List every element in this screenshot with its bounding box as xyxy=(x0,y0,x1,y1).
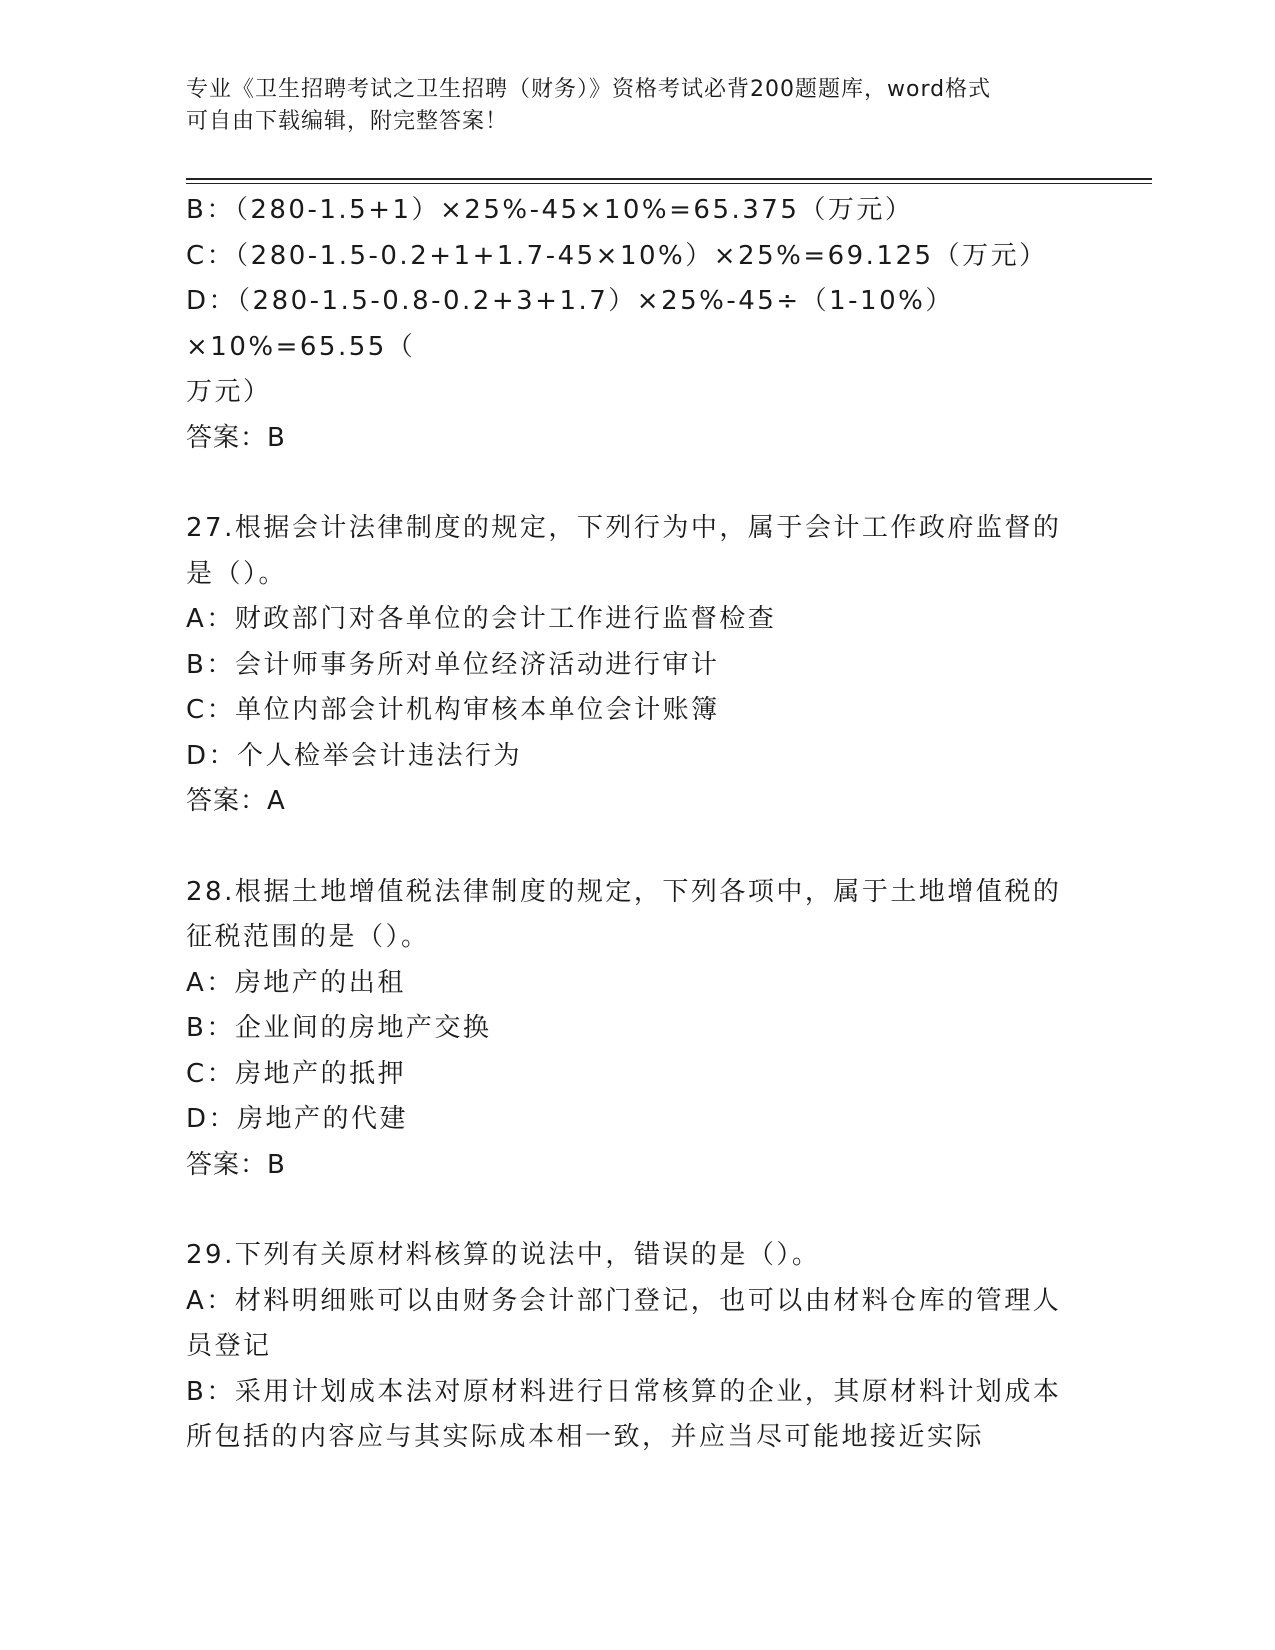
option-d-line-2: 万元） xyxy=(186,377,272,407)
spacer xyxy=(186,825,1086,870)
question-stem-line-1: 29.下列有关原材料核算的说法中，错误的是（）。 xyxy=(186,1240,821,1270)
option-c: C：单位内部会计机构审核本单位会计账簿 xyxy=(186,695,720,725)
question-stem-line-1: 27.根据会计法律制度的规定，下列行为中，属于会计工作政府监督的 xyxy=(186,513,1062,543)
question-29 xyxy=(186,1233,1086,1461)
option-b-line-1: B：采用计划成本法对原材料进行日常核算的企业，其原材料计划成本 xyxy=(186,1376,1062,1407)
answer: 答案：B xyxy=(186,422,286,453)
answer: 答案：B xyxy=(186,1149,286,1180)
question-stem-line-2: 是（）。 xyxy=(186,558,288,589)
question-stem-line-2: 征税范围的是（）。 xyxy=(186,922,430,952)
option-b: B：企业间的房地产交换 xyxy=(186,1013,492,1043)
option-a: A：房地产的出租 xyxy=(186,967,406,998)
option-c: C：（280-1.5-0.2+1+1.7-45×10%）×25%=69.125（万元） xyxy=(186,240,1048,271)
spacer xyxy=(186,461,1086,506)
option-b-line-2: 所包括的内容应与其实际成本相一致，并应当尽可能地接近实际 xyxy=(186,1422,985,1452)
header-rule-thin xyxy=(186,183,1152,184)
option-b: B：会计师事务所对单位经济活动进行审计 xyxy=(186,649,720,680)
option-d: D：个人检举会计违法行为 xyxy=(186,740,523,771)
option-d-line-1: D：（280-1.5-0.8-0.2+3+1.7）×25%-45÷（1-10%）×10%=65.55（ xyxy=(186,286,954,362)
answer: 答案：A xyxy=(186,786,286,816)
document-body xyxy=(186,188,1086,1461)
option-a: A：财政部门对各单位的会计工作进行监督检查 xyxy=(186,604,777,634)
spacer xyxy=(186,1188,1086,1233)
question-26 xyxy=(186,188,1086,461)
option-c: C：房地产的抵押 xyxy=(186,1058,407,1089)
header-rule-thick xyxy=(186,178,1152,180)
option-a-line-2: 员登记 xyxy=(186,1331,272,1361)
header-line-2: 可自由下载编辑，附完整答案！ xyxy=(186,109,509,134)
document-header xyxy=(186,74,1086,138)
option-a-line-1: A：材料明细账可以由财务会计部门登记，也可以由材料仓库的管理人 xyxy=(186,1285,1062,1316)
question-stem-line-1: 28.根据土地增值税法律制度的规定，下列各项中，属于土地增值税的 xyxy=(186,876,1062,907)
question-28 xyxy=(186,870,1086,1189)
question-27 xyxy=(186,506,1086,825)
option-d: D：房地产的代建 xyxy=(186,1104,409,1134)
header-line-1: 专业《卫生招聘考试之卫生招聘（财务）》资格考试必背200题题库，word格式 xyxy=(186,77,992,102)
option-b: B：（280-1.5+1）×25%-45×10%=65.375（万元） xyxy=(186,195,914,225)
